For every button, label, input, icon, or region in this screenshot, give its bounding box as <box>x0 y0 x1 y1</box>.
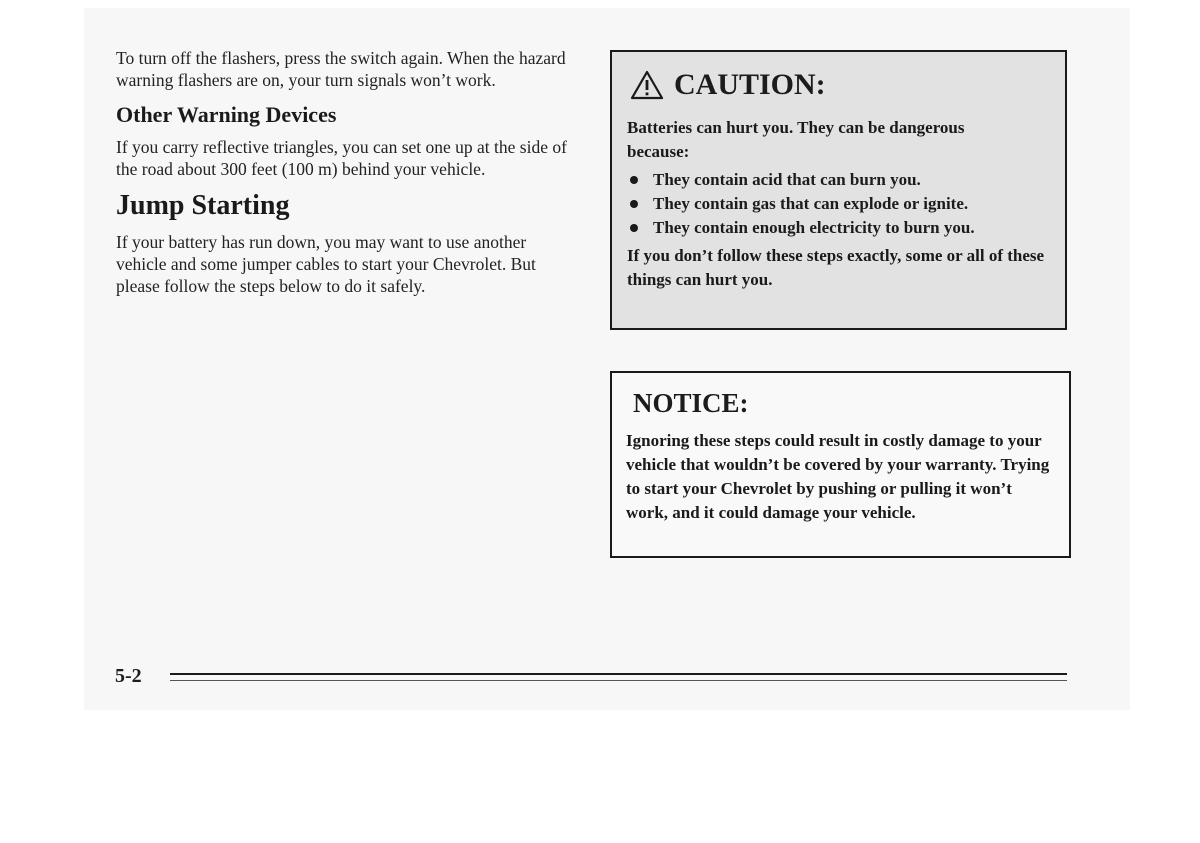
intro-paragraph: To turn off the flashers, press the switch again. When the hazard warning flashers are on, your turn signals won’t work. <box>116 48 566 90</box>
jump-starting-heading: Jump Starting <box>116 190 290 221</box>
caution-box <box>610 50 1067 330</box>
caution-header <box>630 68 1051 102</box>
other-warning-devices-paragraph: If you carry reflective triangles, you can set one up at the side of the road about 300 feet (100 m) behind your vehicle. <box>116 137 567 179</box>
notice-title: NOTICE: <box>633 388 749 418</box>
list-item: They contain enough electricity to burn you. <box>627 216 1013 240</box>
list-item: They contain gas that can explode or ignite. <box>627 192 1038 216</box>
bullet-icon <box>630 224 638 232</box>
bullet-icon <box>630 176 638 184</box>
caution-title: CAUTION: <box>674 68 826 101</box>
caution-closing: If you don’t follow these steps exactly, some or all of these things can hurt you. <box>627 246 1045 289</box>
notice-body: Ignoring these steps could result in costly damage to your vehicle that wouldn’t be covered by your warranty. Trying to start your Chevrolet by pushing or pulling it won’t work, and it could damage your vehicle. <box>626 431 1050 522</box>
other-warning-devices-heading: Other Warning Devices <box>116 102 337 127</box>
notice-box <box>610 371 1071 558</box>
caution-lead: Batteries can hurt you. They can be dangerous because: <box>627 118 965 161</box>
list-item: They contain acid that can burn you. <box>627 168 1038 192</box>
page-number: 5-2 <box>115 665 142 687</box>
warning-triangle-icon <box>630 70 664 100</box>
left-column <box>116 47 571 297</box>
bullet-icon <box>630 200 638 208</box>
jump-starting-paragraph: If your battery has run down, you may want to use another vehicle and some jumper cables to start your Chevrolet. But please follow the steps below to do it safely. <box>116 232 536 296</box>
caution-bullet-list <box>627 168 1051 240</box>
